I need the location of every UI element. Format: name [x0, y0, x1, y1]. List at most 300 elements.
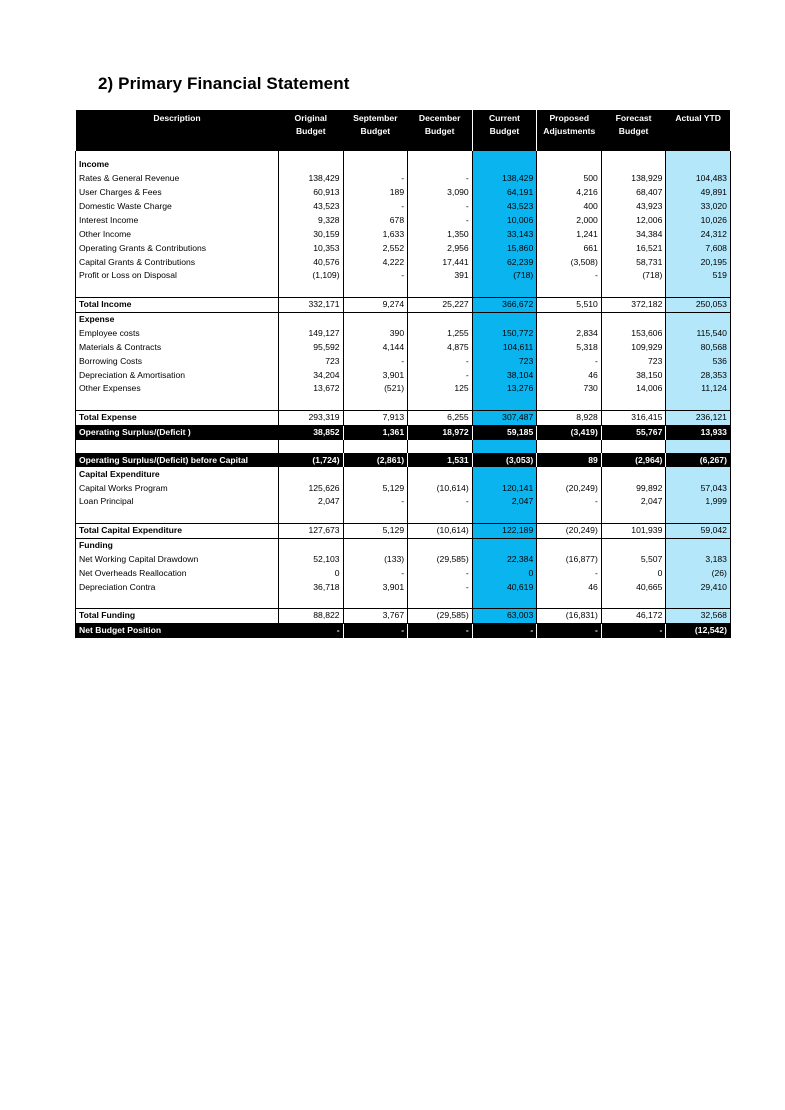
- cell-value: [343, 312, 408, 326]
- cell-value: -: [343, 269, 408, 283]
- cell-value: 63,003: [472, 609, 537, 624]
- cell-value: 0: [472, 566, 537, 580]
- cell-value: -: [601, 623, 666, 637]
- cell-value: [472, 396, 537, 410]
- total-row: [76, 523, 731, 538]
- cell-value: 10,353: [279, 241, 344, 255]
- cell-value: 16,521: [601, 241, 666, 255]
- cell-value: 38,104: [472, 368, 537, 382]
- header-column: [408, 110, 473, 151]
- cell-value: 723: [279, 354, 344, 368]
- cell-value: 4,222: [343, 255, 408, 269]
- row-label: Total Capital Expenditure: [76, 523, 279, 538]
- cell-value: (12,542): [666, 623, 731, 637]
- row-label: Income: [76, 158, 279, 172]
- cell-value: [537, 509, 602, 523]
- section-heading-row: [76, 538, 731, 552]
- header-line: Proposed: [549, 113, 590, 123]
- row-label: Other Income: [76, 227, 279, 241]
- cell-value: [666, 151, 731, 158]
- header-line: Adjustments: [543, 126, 596, 136]
- cell-value: 10,006: [472, 214, 537, 228]
- section-heading-row: [76, 467, 731, 481]
- cell-value: 38,852: [279, 425, 344, 439]
- cell-value: 36,718: [279, 580, 344, 594]
- row-label: Net Working Capital Drawdown: [76, 553, 279, 567]
- cell-value: (6,267): [666, 453, 731, 467]
- header-row: [76, 110, 731, 151]
- financial-statement-table: [75, 110, 731, 638]
- cell-value: 88,822: [279, 609, 344, 624]
- cell-value: (718): [472, 269, 537, 283]
- cell-value: -: [408, 368, 473, 382]
- row-label: Interest Income: [76, 214, 279, 228]
- cell-value: 661: [537, 241, 602, 255]
- table-row: [76, 255, 731, 269]
- cell-value: -: [343, 200, 408, 214]
- cell-value: [666, 509, 731, 523]
- cell-value: 122,189: [472, 523, 537, 538]
- cell-value: 1,241: [537, 227, 602, 241]
- cell-value: 20,195: [666, 255, 731, 269]
- cell-value: (3,053): [472, 453, 537, 467]
- cell-value: 14,006: [601, 382, 666, 396]
- cell-value: 17,441: [408, 255, 473, 269]
- header-line: Budget: [618, 126, 649, 136]
- cell-value: 125,626: [279, 481, 344, 495]
- cell-value: 9,274: [343, 297, 408, 312]
- cell-value: 250,053: [666, 297, 731, 312]
- row-label: Capital Grants & Contributions: [76, 255, 279, 269]
- cell-value: [601, 151, 666, 158]
- row-label: [76, 396, 279, 410]
- cell-value: [666, 396, 731, 410]
- cell-value: 8,928: [537, 410, 602, 425]
- cell-value: 390: [343, 327, 408, 341]
- cell-value: 13,672: [279, 382, 344, 396]
- cell-value: -: [343, 623, 408, 637]
- cell-value: -: [343, 354, 408, 368]
- row-label: [76, 509, 279, 523]
- cell-value: 52,103: [279, 553, 344, 567]
- cell-value: 372,182: [601, 297, 666, 312]
- blank-row: [76, 396, 731, 410]
- row-label: Loan Principal: [76, 495, 279, 509]
- cell-value: 332,171: [279, 297, 344, 312]
- table-row: [76, 382, 731, 396]
- row-label: Profit or Loss on Disposal: [76, 269, 279, 283]
- cell-value: 120,141: [472, 481, 537, 495]
- cell-value: [279, 151, 344, 158]
- cell-value: 536: [666, 354, 731, 368]
- cell-value: [666, 283, 731, 297]
- cell-value: (29,585): [408, 553, 473, 567]
- cell-value: [537, 151, 602, 158]
- summary-row: [76, 453, 731, 467]
- cell-value: -: [343, 566, 408, 580]
- cell-value: 125: [408, 382, 473, 396]
- cell-value: (2,964): [601, 453, 666, 467]
- row-label: Operating Grants & Contributions: [76, 241, 279, 255]
- table-row: [76, 241, 731, 255]
- cell-value: 49,891: [666, 186, 731, 200]
- cell-value: 115,540: [666, 327, 731, 341]
- row-label: Rates & General Revenue: [76, 172, 279, 186]
- cell-value: [472, 538, 537, 552]
- cell-value: (20,249): [537, 481, 602, 495]
- cell-value: -: [408, 354, 473, 368]
- cell-value: [472, 312, 537, 326]
- cell-value: [666, 538, 731, 552]
- cell-value: (16,831): [537, 609, 602, 624]
- table-row: [76, 340, 731, 354]
- cell-value: 519: [666, 269, 731, 283]
- cell-value: 13,933: [666, 425, 731, 439]
- cell-value: 25,227: [408, 297, 473, 312]
- header-line: Description: [153, 113, 201, 123]
- cell-value: 29,410: [666, 580, 731, 594]
- cell-value: 12,006: [601, 214, 666, 228]
- cell-value: 43,523: [279, 200, 344, 214]
- summary-row: [76, 425, 731, 439]
- header-line: Budget: [295, 126, 326, 136]
- cell-value: [472, 440, 537, 454]
- cell-value: 1,999: [666, 495, 731, 509]
- header-column: [343, 110, 408, 151]
- cell-value: 4,875: [408, 340, 473, 354]
- cell-value: [343, 283, 408, 297]
- cell-value: 46: [537, 368, 602, 382]
- spacer-row: [76, 151, 731, 158]
- cell-value: 9,328: [279, 214, 344, 228]
- cell-value: 58,731: [601, 255, 666, 269]
- cell-value: [408, 594, 473, 608]
- row-label: Net Overheads Reallocation: [76, 566, 279, 580]
- cell-value: -: [343, 495, 408, 509]
- cell-value: 138,429: [472, 172, 537, 186]
- cell-value: [601, 396, 666, 410]
- row-label: [76, 594, 279, 608]
- cell-value: 1,350: [408, 227, 473, 241]
- header-column: [601, 110, 666, 151]
- cell-value: 2,047: [472, 495, 537, 509]
- cell-value: (2,861): [343, 453, 408, 467]
- cell-value: -: [408, 172, 473, 186]
- blank-row: [76, 594, 731, 608]
- cell-value: [279, 158, 344, 172]
- cell-value: -: [472, 623, 537, 637]
- cell-value: 730: [537, 382, 602, 396]
- cell-value: [601, 312, 666, 326]
- cell-value: 149,127: [279, 327, 344, 341]
- cell-value: [279, 538, 344, 552]
- table-row: [76, 566, 731, 580]
- cell-value: (133): [343, 553, 408, 567]
- cell-value: 4,216: [537, 186, 602, 200]
- cell-value: 33,143: [472, 227, 537, 241]
- cell-value: 2,834: [537, 327, 602, 341]
- cell-value: 46: [537, 580, 602, 594]
- cell-value: 7,913: [343, 410, 408, 425]
- row-label: Capital Works Program: [76, 481, 279, 495]
- cell-value: [537, 538, 602, 552]
- summary-row: [76, 623, 731, 637]
- cell-value: [279, 440, 344, 454]
- cell-value: -: [408, 580, 473, 594]
- cell-value: 109,929: [601, 340, 666, 354]
- cell-value: [537, 312, 602, 326]
- cell-value: 366,672: [472, 297, 537, 312]
- cell-value: 0: [279, 566, 344, 580]
- row-label: Net Budget Position: [76, 623, 279, 637]
- cell-value: [472, 151, 537, 158]
- cell-value: [279, 467, 344, 481]
- cell-value: -: [408, 214, 473, 228]
- cell-value: 28,353: [666, 368, 731, 382]
- cell-value: [666, 467, 731, 481]
- cell-value: 7,608: [666, 241, 731, 255]
- table-row: [76, 227, 731, 241]
- cell-value: 3,901: [343, 368, 408, 382]
- row-label: Operating Surplus/(Deficit) before Capital: [76, 453, 279, 467]
- table-row: [76, 580, 731, 594]
- cell-value: -: [408, 200, 473, 214]
- cell-value: 5,510: [537, 297, 602, 312]
- table-row: [76, 186, 731, 200]
- cell-value: [537, 396, 602, 410]
- cell-value: -: [408, 566, 473, 580]
- cell-value: [601, 158, 666, 172]
- cell-value: 104,611: [472, 340, 537, 354]
- cell-value: 3,090: [408, 186, 473, 200]
- row-label: Other Expenses: [76, 382, 279, 396]
- table-row: [76, 172, 731, 186]
- cell-value: 43,523: [472, 200, 537, 214]
- cell-value: 18,972: [408, 425, 473, 439]
- cell-value: 99,892: [601, 481, 666, 495]
- total-row: [76, 297, 731, 312]
- cell-value: 62,239: [472, 255, 537, 269]
- cell-value: 293,319: [279, 410, 344, 425]
- row-label: Depreciation & Amortisation: [76, 368, 279, 382]
- cell-value: 104,483: [666, 172, 731, 186]
- table-row: [76, 327, 731, 341]
- cell-value: [343, 467, 408, 481]
- cell-value: 3,901: [343, 580, 408, 594]
- row-label: Total Expense: [76, 410, 279, 425]
- cell-value: 40,619: [472, 580, 537, 594]
- cell-value: [537, 158, 602, 172]
- total-row: [76, 609, 731, 624]
- header-column: [537, 110, 602, 151]
- cell-value: [408, 151, 473, 158]
- cell-value: 95,592: [279, 340, 344, 354]
- header-line: Budget: [360, 126, 391, 136]
- cell-value: [408, 538, 473, 552]
- section-heading-row: [76, 158, 731, 172]
- cell-value: 34,204: [279, 368, 344, 382]
- table-row: [76, 214, 731, 228]
- cell-value: [472, 509, 537, 523]
- cell-value: (10,614): [408, 481, 473, 495]
- row-label: Operating Surplus/(Deficit ): [76, 425, 279, 439]
- cell-value: 24,312: [666, 227, 731, 241]
- cell-value: 55,767: [601, 425, 666, 439]
- cell-value: 2,000: [537, 214, 602, 228]
- cell-value: 150,772: [472, 327, 537, 341]
- header-line: Actual YTD: [675, 113, 721, 123]
- cell-value: 40,665: [601, 580, 666, 594]
- table-body: [76, 151, 731, 638]
- cell-value: [279, 509, 344, 523]
- cell-value: 723: [472, 354, 537, 368]
- cell-value: [279, 396, 344, 410]
- cell-value: [601, 538, 666, 552]
- cell-value: 307,487: [472, 410, 537, 425]
- cell-value: 723: [601, 354, 666, 368]
- cell-value: 2,956: [408, 241, 473, 255]
- table-row: [76, 481, 731, 495]
- table-row: [76, 495, 731, 509]
- cell-value: 57,043: [666, 481, 731, 495]
- row-label: [76, 283, 279, 297]
- cell-value: [601, 283, 666, 297]
- header-column: [666, 110, 731, 151]
- cell-value: 3,767: [343, 609, 408, 624]
- cell-value: 4,144: [343, 340, 408, 354]
- cell-value: 5,318: [537, 340, 602, 354]
- cell-value: [343, 151, 408, 158]
- cell-value: -: [537, 566, 602, 580]
- cell-value: [472, 158, 537, 172]
- cell-value: [601, 467, 666, 481]
- row-label: Domestic Waste Charge: [76, 200, 279, 214]
- cell-value: 127,673: [279, 523, 344, 538]
- cell-value: -: [537, 495, 602, 509]
- cell-value: 43,923: [601, 200, 666, 214]
- cell-value: 153,606: [601, 327, 666, 341]
- cell-value: 34,384: [601, 227, 666, 241]
- cell-value: [343, 594, 408, 608]
- cell-value: -: [537, 354, 602, 368]
- cell-value: 391: [408, 269, 473, 283]
- cell-value: 13,276: [472, 382, 537, 396]
- cell-value: 40,576: [279, 255, 344, 269]
- header-description: [76, 110, 279, 151]
- cell-value: [279, 312, 344, 326]
- cell-value: [343, 440, 408, 454]
- cell-value: 5,129: [343, 481, 408, 495]
- header-line: Forecast: [615, 113, 652, 123]
- cell-value: [279, 594, 344, 608]
- cell-value: [408, 312, 473, 326]
- row-label: [76, 440, 279, 454]
- table-row: [76, 269, 731, 283]
- cell-value: 3,183: [666, 553, 731, 567]
- cell-value: [601, 509, 666, 523]
- cell-value: [408, 158, 473, 172]
- cell-value: [343, 509, 408, 523]
- cell-value: [343, 396, 408, 410]
- header-line: Budget: [489, 126, 520, 136]
- row-label: Total Funding: [76, 609, 279, 624]
- row-label: Depreciation Contra: [76, 580, 279, 594]
- cell-value: [408, 509, 473, 523]
- row-label: Capital Expenditure: [76, 467, 279, 481]
- cell-value: 30,159: [279, 227, 344, 241]
- cell-value: (1,724): [279, 453, 344, 467]
- cell-value: 89: [537, 453, 602, 467]
- cell-value: -: [408, 623, 473, 637]
- cell-value: (718): [601, 269, 666, 283]
- cell-value: (20,249): [537, 523, 602, 538]
- cell-value: [537, 283, 602, 297]
- table-row: [76, 368, 731, 382]
- cell-value: 1,361: [343, 425, 408, 439]
- cell-value: 2,047: [279, 495, 344, 509]
- blank-row: [76, 509, 731, 523]
- cell-value: 80,568: [666, 340, 731, 354]
- cell-value: 11,124: [666, 382, 731, 396]
- cell-value: 68,407: [601, 186, 666, 200]
- cell-value: 22,384: [472, 553, 537, 567]
- cell-value: [666, 158, 731, 172]
- cell-value: 2,047: [601, 495, 666, 509]
- row-label: User Charges & Fees: [76, 186, 279, 200]
- total-row: [76, 410, 731, 425]
- cell-value: 10,026: [666, 214, 731, 228]
- cell-value: [666, 440, 731, 454]
- row-label: Employee costs: [76, 327, 279, 341]
- cell-value: (26): [666, 566, 731, 580]
- header-line: September: [353, 113, 398, 123]
- cell-value: (521): [343, 382, 408, 396]
- cell-value: 33,020: [666, 200, 731, 214]
- cell-value: 236,121: [666, 410, 731, 425]
- cell-value: [537, 467, 602, 481]
- cell-value: 1,633: [343, 227, 408, 241]
- cell-value: 38,150: [601, 368, 666, 382]
- cell-value: 32,568: [666, 609, 731, 624]
- cell-value: [408, 283, 473, 297]
- cell-value: [343, 538, 408, 552]
- cell-value: [666, 312, 731, 326]
- table-row: [76, 200, 731, 214]
- cell-value: [537, 440, 602, 454]
- cell-value: [472, 594, 537, 608]
- cell-value: 64,191: [472, 186, 537, 200]
- header-line: Original: [294, 113, 328, 123]
- cell-value: 101,939: [601, 523, 666, 538]
- row-label: Borrowing Costs: [76, 354, 279, 368]
- cell-value: (16,877): [537, 553, 602, 567]
- row-label: Total Income: [76, 297, 279, 312]
- cell-value: 1,255: [408, 327, 473, 341]
- cell-value: 0: [601, 566, 666, 580]
- blank-row: [76, 440, 731, 454]
- header-column: [279, 110, 344, 151]
- blank-row: [76, 283, 731, 297]
- cell-value: (3,419): [537, 425, 602, 439]
- cell-value: [408, 440, 473, 454]
- cell-value: -: [408, 495, 473, 509]
- cell-value: 5,507: [601, 553, 666, 567]
- cell-value: [666, 594, 731, 608]
- cell-value: (29,585): [408, 609, 473, 624]
- cell-value: 400: [537, 200, 602, 214]
- cell-value: [472, 467, 537, 481]
- row-label: [76, 151, 279, 158]
